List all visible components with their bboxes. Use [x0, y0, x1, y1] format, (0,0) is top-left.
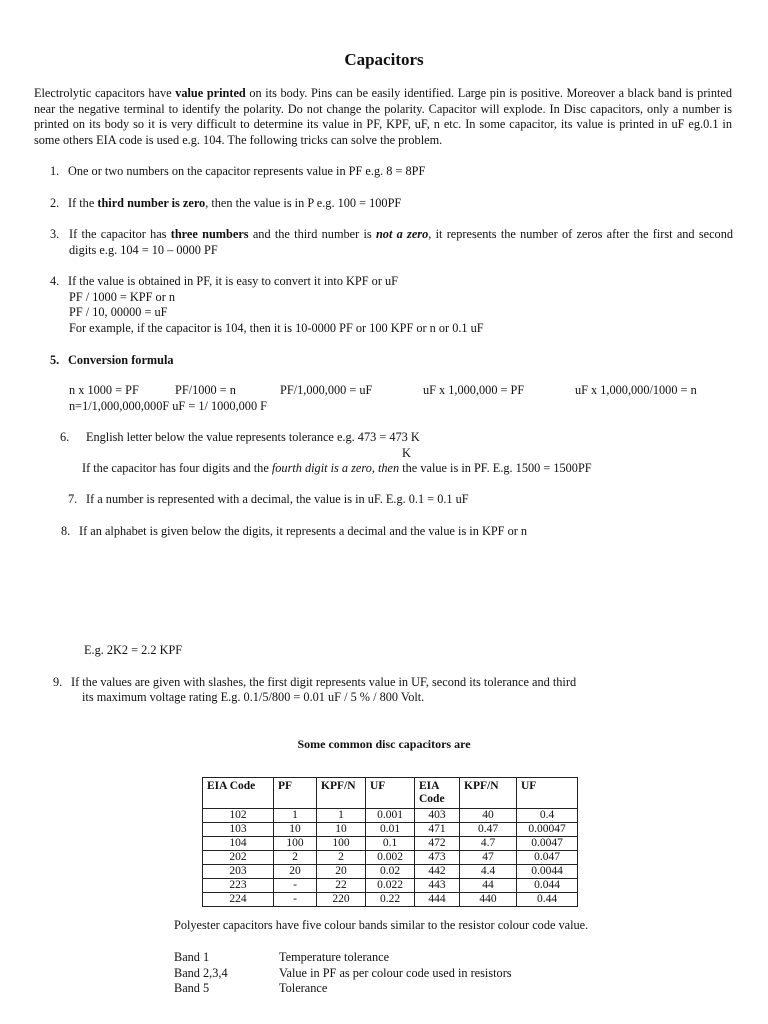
- list-item: 2. If the third number is zero, then the value is in P e.g. 100 = 100PF: [50, 196, 402, 210]
- list-item-continued: its maximum voltage rating E.g. 0.1/5/800 = 0.01 uF / 5 % / 800 Volt.: [82, 690, 425, 704]
- table-cell: 0.00047: [517, 823, 578, 837]
- list-item: 9. If the values are given with slashes, the first digit represents value in UF, second its tolerance and third: [53, 675, 577, 689]
- intro-paragraph: Electrolytic capacitors have value printed on its body. Pins can be easily identified. Large pin is positive. Moreover a black band is printed near the negative terminal to identify the polarity. Do not change the polarity. Capacitor will explode. In Disc capacitors, only a number is printed on its body so it is very difficult to determine its value in PF, KPF, uF, n etc. In some capacitor, its value is printed in uF eg.0.1 in some others EIA code is used e.g. 104. The following tricks can solve the problem.: [34, 86, 732, 147]
- table-cell: 0.47: [460, 823, 517, 837]
- table-cell: 47: [460, 851, 517, 865]
- formula-line: PF / 10, 00000 = uF: [69, 305, 168, 319]
- table-cell: 103: [203, 823, 274, 837]
- table-row: [203, 823, 578, 837]
- table-cell: 0.0047: [517, 837, 578, 851]
- column-header: UF: [366, 778, 415, 809]
- table-cell: 4.4: [460, 865, 517, 879]
- table-caption: Some common disc capacitors are: [297, 737, 471, 751]
- table-row: [203, 837, 578, 851]
- table-cell: 2: [274, 851, 317, 865]
- table-cell: 1: [317, 809, 366, 823]
- table-cell: 2: [317, 851, 366, 865]
- column-header: KPF/N: [460, 778, 517, 809]
- page-title: Capacitors: [344, 50, 424, 69]
- formula: PF/1,000,000 = uF: [280, 383, 373, 397]
- table-row: [203, 865, 578, 879]
- formula: n=1/1,000,000,000F uF = 1/ 1000,000 F: [69, 399, 268, 413]
- table-cell: 22: [317, 879, 366, 893]
- band-row: [174, 981, 512, 997]
- example-line: E.g. 2K2 = 2.2 KPF: [84, 643, 183, 657]
- column-header: KPF/N: [317, 778, 366, 809]
- table-cell: 0.0044: [517, 865, 578, 879]
- band-row: [174, 966, 512, 982]
- column-header: PF: [274, 778, 317, 809]
- table-cell: 442: [415, 865, 460, 879]
- column-header: UF: [517, 778, 578, 809]
- band-description: Tolerance: [279, 981, 328, 996]
- table-cell: -: [274, 893, 317, 907]
- band-row: [174, 950, 512, 966]
- list-item: 4. If the value is obtained in PF, it is easy to convert it into KPF or uF: [50, 274, 398, 288]
- table-cell: 220: [317, 893, 366, 907]
- band-list: [174, 950, 512, 997]
- table-cell: 444: [415, 893, 460, 907]
- table-cell: 20: [317, 865, 366, 879]
- table-cell: 4.7: [460, 837, 517, 851]
- table-cell: 102: [203, 809, 274, 823]
- table-cell: 0.44: [517, 893, 578, 907]
- table-cell: 1: [274, 809, 317, 823]
- band-label: Band 1: [174, 950, 210, 964]
- band-description: Temperature tolerance: [279, 950, 390, 964]
- table-cell: 10: [317, 823, 366, 837]
- formula: uF x 1,000,000 = PF: [423, 383, 525, 397]
- list-item-number: 3.: [50, 227, 60, 241]
- table-cell: 0.02: [366, 865, 415, 879]
- table-cell: 223: [203, 879, 274, 893]
- disc-capacitor-table: [202, 777, 578, 907]
- formula-line: PF / 1000 = KPF or n: [69, 290, 176, 304]
- table-row: [203, 809, 578, 823]
- section-heading: 5. Conversion formula: [50, 353, 174, 367]
- formula: uF x 1,000,000/1000 = n: [575, 383, 697, 397]
- table-cell: 0.4: [517, 809, 578, 823]
- table-cell: 0.001: [366, 809, 415, 823]
- list-item: 1. One or two numbers on the capacitor represents value in PF e.g. 8 = 8PF: [50, 164, 426, 178]
- table-cell: 0.01: [366, 823, 415, 837]
- table-cell: 443: [415, 879, 460, 893]
- table-cell: 20: [274, 865, 317, 879]
- table-cell: 440: [460, 893, 517, 907]
- list-item: 7. If a number is represented with a decimal, the value is in uF. E.g. 0.1 = 0.1 uF: [68, 492, 469, 506]
- list-item: If the capacitor has three numbers and the third number is not a zero, it represents the number of zeros after the first and second digits e.g. 104 = 10 – 0000 PF: [69, 227, 733, 257]
- table-cell: 104: [203, 837, 274, 851]
- table-cell: 44: [460, 879, 517, 893]
- table-row: [203, 851, 578, 865]
- table-cell: 40: [460, 809, 517, 823]
- table-cell: 203: [203, 865, 274, 879]
- formula: n x 1000 = PF: [69, 383, 139, 397]
- column-header: EIA Code: [203, 778, 274, 809]
- formula: PF/1000 = n: [175, 383, 236, 397]
- list-item: 6. English letter below the value represents tolerance e.g. 473 = 473 K: [60, 430, 420, 444]
- table-cell: 471: [415, 823, 460, 837]
- table-cell: 10: [274, 823, 317, 837]
- table-cell: 0.047: [517, 851, 578, 865]
- table-cell: 0.044: [517, 879, 578, 893]
- table-cell: 202: [203, 851, 274, 865]
- table-cell: 100: [317, 837, 366, 851]
- table-cell: 473: [415, 851, 460, 865]
- table-cell: -: [274, 879, 317, 893]
- band-description: Value in PF as per colour code used in resistors: [279, 965, 512, 980]
- tolerance-letter: K: [402, 446, 411, 460]
- table-cell: 0.002: [366, 851, 415, 865]
- polyester-note: Polyester capacitors have five colour bands similar to the resistor colour code value.: [174, 918, 589, 932]
- column-header: EIA Code: [415, 778, 460, 809]
- table-row: [203, 893, 578, 907]
- table-cell: 100: [274, 837, 317, 851]
- example-line: For example, if the capacitor is 104, then it is 10-0000 PF or 100 KPF or n or 0.1 uF: [69, 321, 484, 335]
- table-cell: 403: [415, 809, 460, 823]
- table-cell: 0.1: [366, 837, 415, 851]
- band-label: Band 2,3,4: [174, 965, 228, 980]
- table-header-row: [203, 778, 578, 809]
- band-label: Band 5: [174, 981, 210, 996]
- list-item-continued: If the capacitor has four digits and the fourth digit is a zero, then the value is in PF. E.g. 1500 = 1500PF: [82, 461, 592, 475]
- table-cell: 472: [415, 837, 460, 851]
- table-cell: 0.022: [366, 879, 415, 893]
- table-row: [203, 879, 578, 893]
- table-cell: 224: [203, 893, 274, 907]
- list-item: 8. If an alphabet is given below the digits, it represents a decimal and the value is in KPF or n: [61, 524, 528, 538]
- table-cell: 0.22: [366, 893, 415, 907]
